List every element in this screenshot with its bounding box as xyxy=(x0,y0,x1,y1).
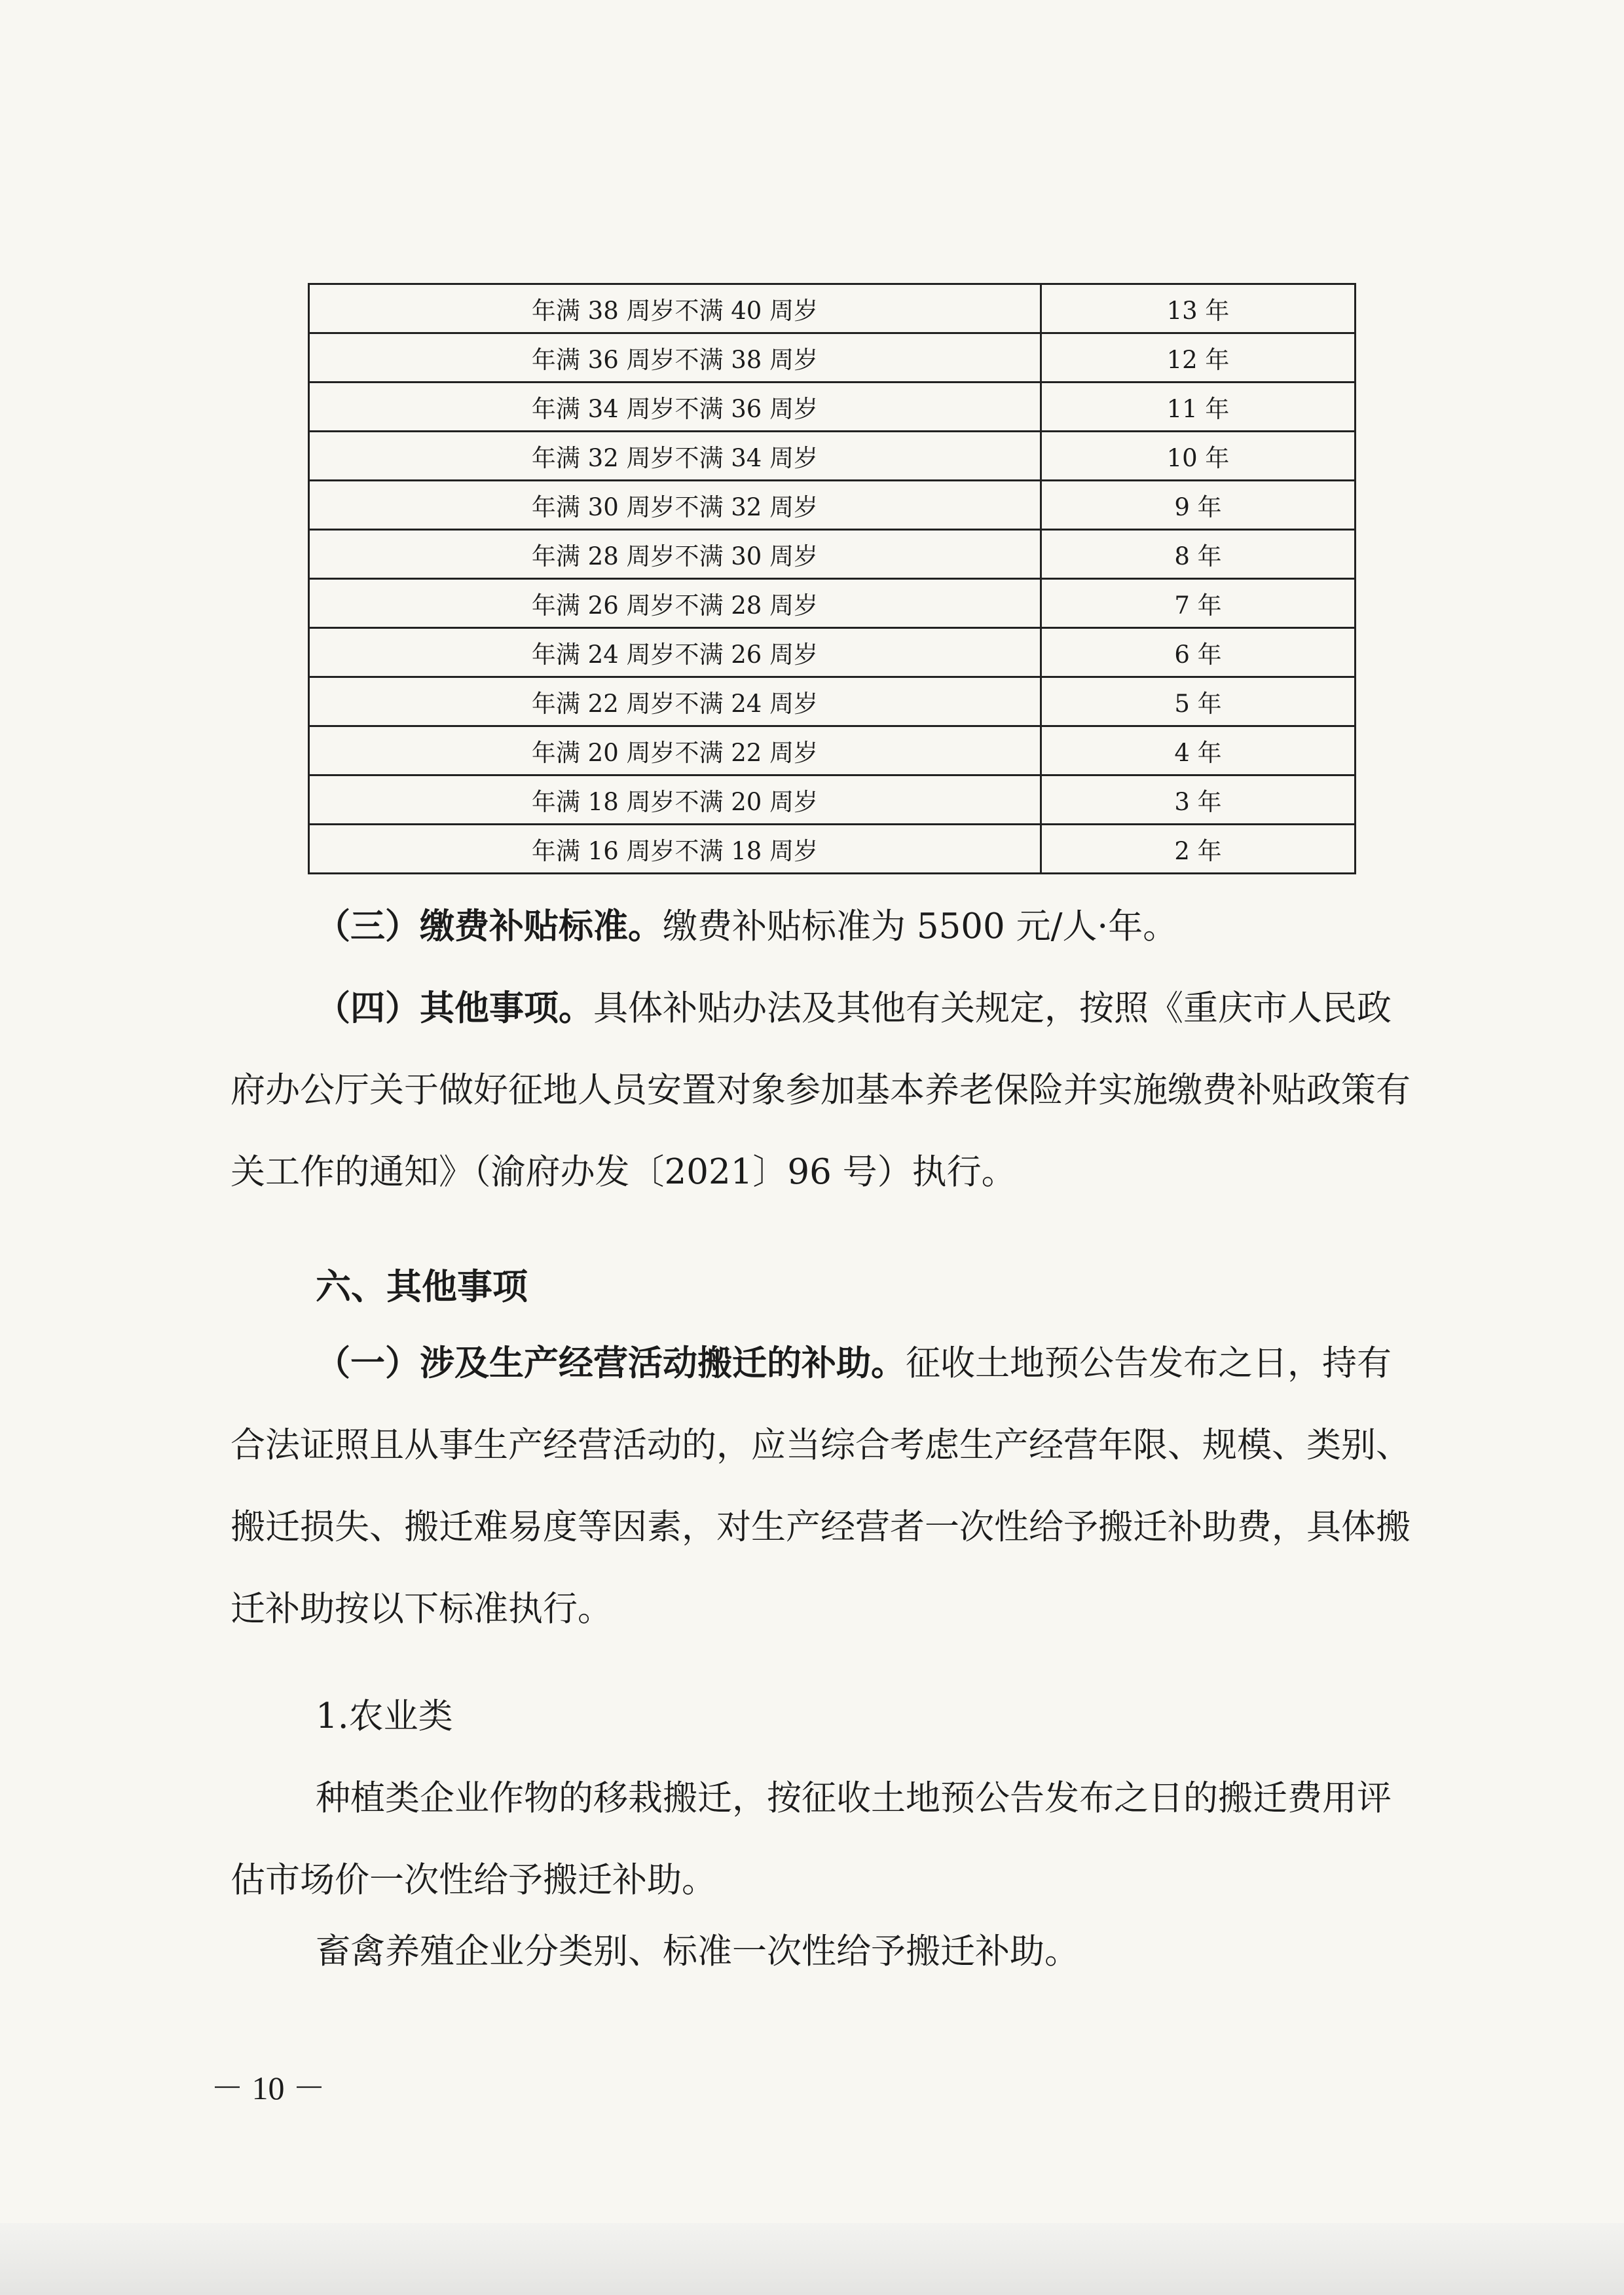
years-cell: 5 年 xyxy=(1041,677,1356,726)
age-range-cell: 年满 32 周岁不满 34 周岁 xyxy=(309,432,1041,481)
section-6-1-title: （一）涉及生产经营活动搬迁的补助。 xyxy=(316,1343,906,1383)
age-range-cell: 年满 24 周岁不满 26 周岁 xyxy=(309,628,1041,677)
section-6-1-text: 征收土地预公告发布之日，持有合法证照且从事生产经营活动的，应当综合考虑生产经营年限、规模、类别、搬迁损失、搬迁难易度等因素，对生产经营者一次性给予搬迁补助费，具体搬迁补助按以下标准执行。 xyxy=(231,1343,1411,1629)
table-row xyxy=(309,825,1356,874)
section-4-text: 具体补贴办法及其他有关规定，按照《重庆市人民政府办公厅关于做好征地人员安置对象参加基本养老保险并实施缴费补贴政策有关工作的通知》（渝府办发〔2021〕96 号）执行。 xyxy=(231,988,1411,1192)
section-3-paragraph xyxy=(231,886,1422,967)
age-range-cell: 年满 30 周岁不满 32 周岁 xyxy=(309,481,1041,530)
years-cell: 9 年 xyxy=(1041,481,1356,530)
age-range-cell: 年满 26 周岁不满 28 周岁 xyxy=(309,579,1041,628)
section-6-1-paragraph xyxy=(231,1322,1422,1650)
section-4-title: （四）其他事项。 xyxy=(316,988,593,1028)
age-range-cell: 年满 36 周岁不满 38 周岁 xyxy=(309,333,1041,382)
table-row xyxy=(309,775,1356,825)
years-cell: 13 年 xyxy=(1041,284,1356,333)
table-row xyxy=(309,432,1356,481)
table-row xyxy=(309,726,1356,775)
age-range-cell: 年满 22 周岁不满 24 周岁 xyxy=(309,677,1041,726)
age-range-cell: 年满 28 周岁不满 30 周岁 xyxy=(309,530,1041,579)
years-cell: 11 年 xyxy=(1041,382,1356,432)
years-cell: 7 年 xyxy=(1041,579,1356,628)
section-6-heading: 六、其他事项 xyxy=(316,1266,528,1307)
age-range-cell: 年满 20 周岁不满 22 周岁 xyxy=(309,726,1041,775)
years-cell: 6 年 xyxy=(1041,628,1356,677)
table-row xyxy=(309,382,1356,432)
section-3-text: 缴费补贴标准为 5500 元/人·年。 xyxy=(663,906,1178,946)
agriculture-heading: 1.农业类 xyxy=(316,1696,453,1736)
section-3-title: （三）缴费补贴标准。 xyxy=(316,906,663,946)
age-years-table xyxy=(308,283,1356,874)
table-row xyxy=(309,677,1356,726)
table-row xyxy=(309,579,1356,628)
age-range-cell: 年满 16 周岁不满 18 周岁 xyxy=(309,825,1041,874)
years-cell: 10 年 xyxy=(1041,432,1356,481)
agriculture-paragraph-1: 种植类企业作物的移栽搬迁，按征收土地预公告发布之日的搬迁费用评估市场价一次性给予搬迁补助。 xyxy=(231,1778,1392,1900)
agriculture-paragraph-2: 畜禽养殖企业分类别、标准一次性给予搬迁补助。 xyxy=(316,1931,1079,1971)
age-range-cell: 年满 34 周岁不满 36 周岁 xyxy=(309,382,1041,432)
years-cell: 4 年 xyxy=(1041,726,1356,775)
years-cell: 8 年 xyxy=(1041,530,1356,579)
table-row xyxy=(309,333,1356,382)
scan-edge xyxy=(0,2223,1624,2295)
years-cell: 12 年 xyxy=(1041,333,1356,382)
table-row xyxy=(309,530,1356,579)
years-cell: 2 年 xyxy=(1041,825,1356,874)
table-row xyxy=(309,628,1356,677)
years-cell: 3 年 xyxy=(1041,775,1356,825)
page-number: － 10 － xyxy=(211,2070,325,2106)
section-4-paragraph xyxy=(231,967,1422,1213)
age-range-cell: 年满 38 周岁不满 40 周岁 xyxy=(309,284,1041,333)
age-range-cell: 年满 18 周岁不满 20 周岁 xyxy=(309,775,1041,825)
table-row xyxy=(309,481,1356,530)
table-row xyxy=(309,284,1356,333)
